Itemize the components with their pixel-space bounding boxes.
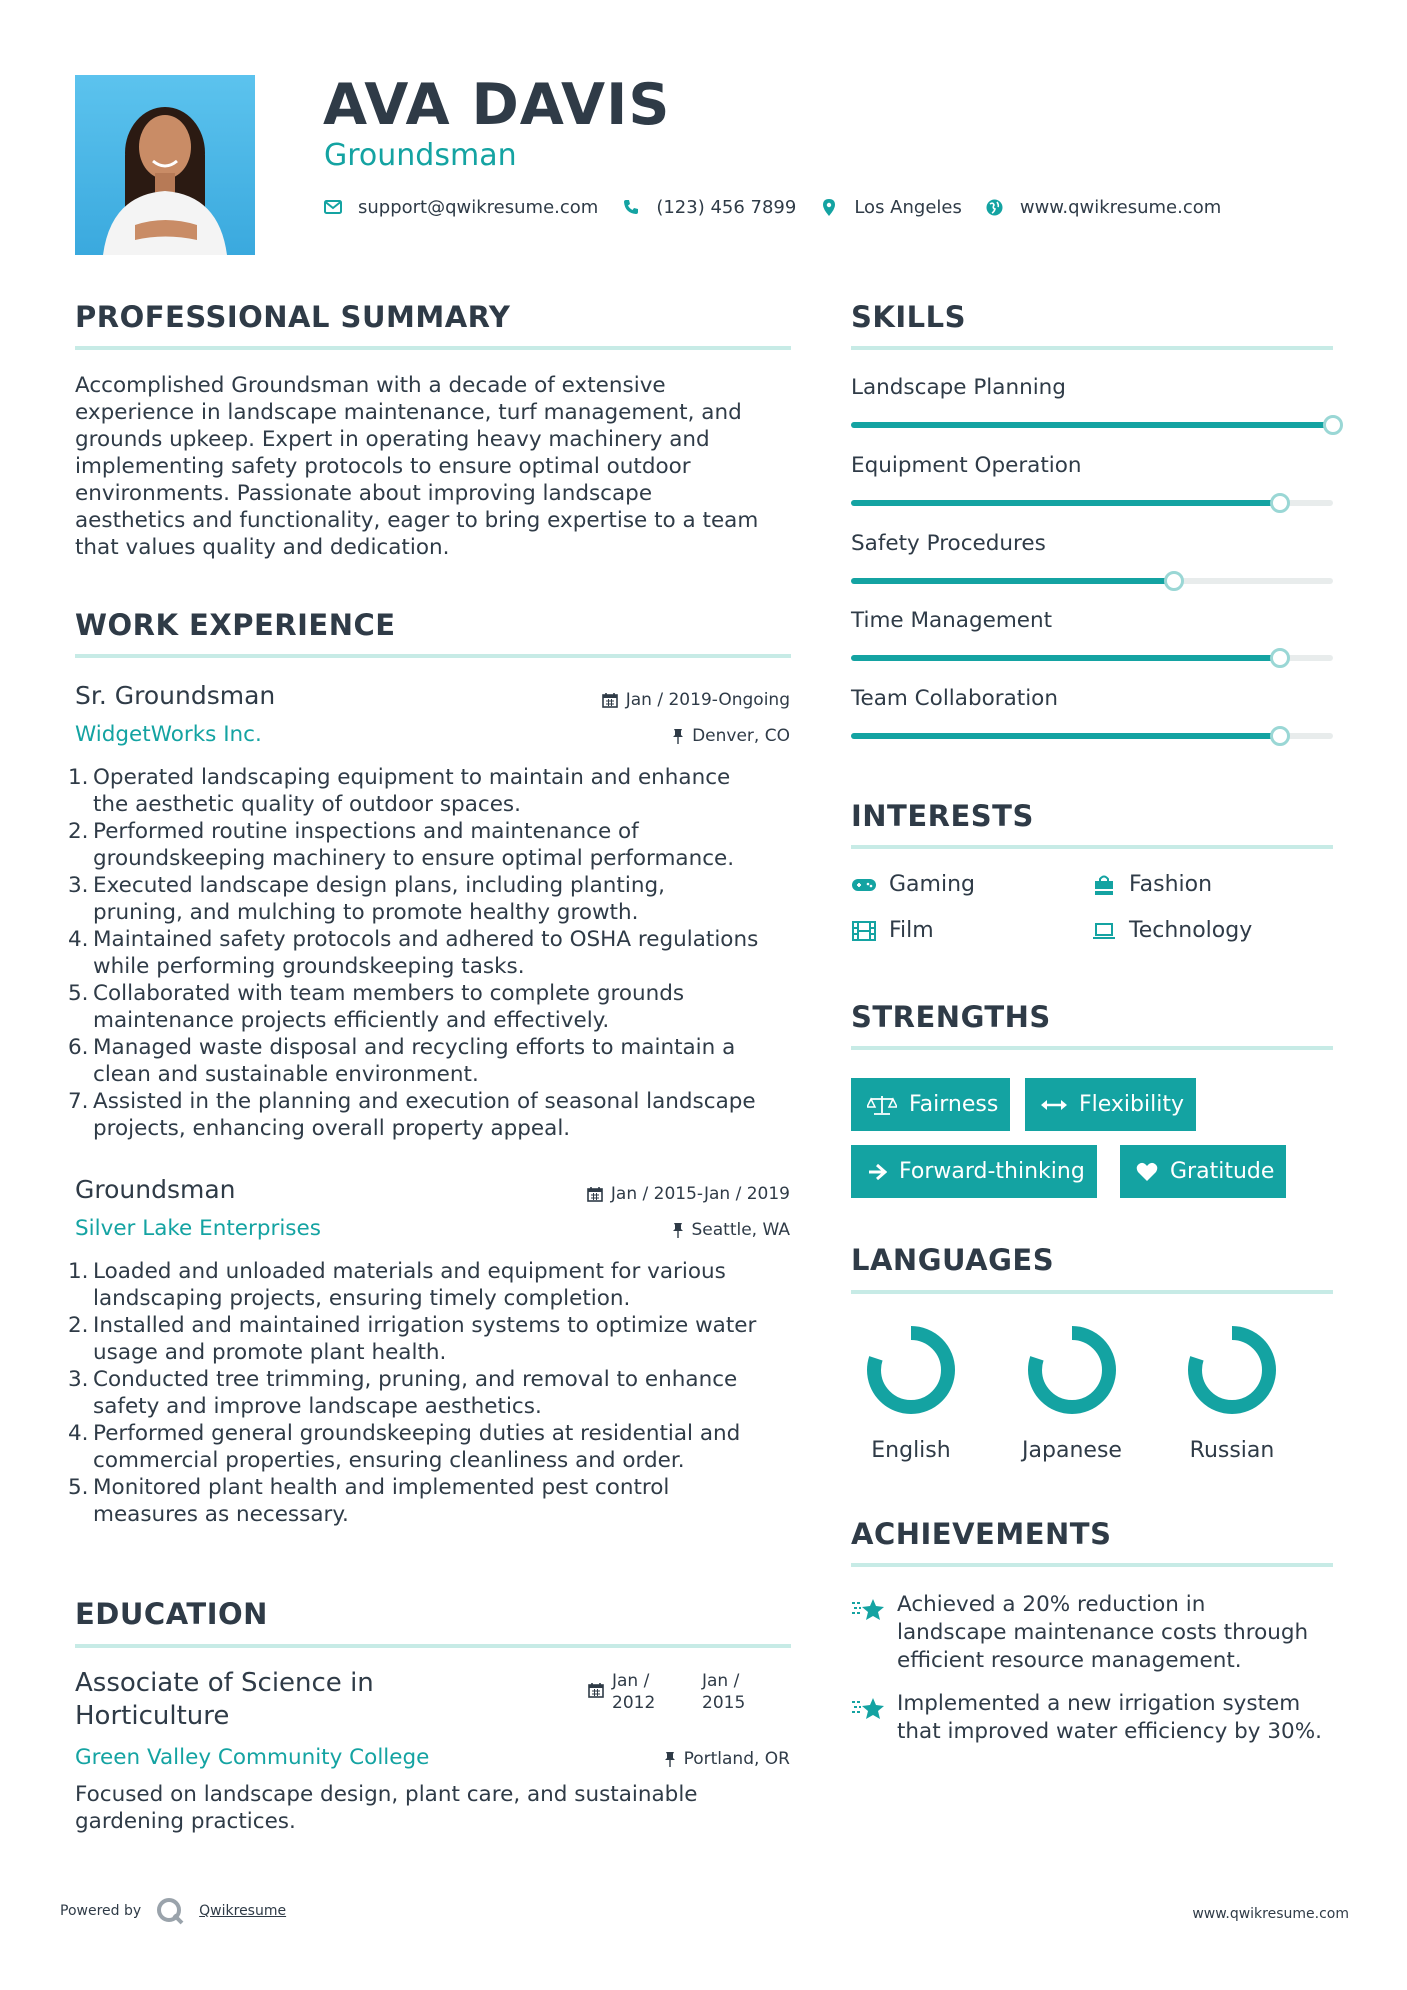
- language-ring: [1184, 1322, 1280, 1418]
- summary-heading: PROFESSIONAL SUMMARY: [75, 300, 511, 334]
- skill-name: Team Collaboration: [851, 686, 1058, 711]
- skill-bar-knob: [1270, 726, 1290, 746]
- qwikresume-logo-icon: [155, 1896, 185, 1926]
- list-item: 1. Loaded and unloaded materials and equipment for various landscaping projects, ensuring timely completion.: [68, 1259, 726, 1311]
- list-item: 6. Managed waste disposal and recycling efforts to maintain a clean and sustainable environment.: [68, 1035, 736, 1087]
- calendar-icon: [587, 1186, 603, 1202]
- list-item: 2. Installed and maintained irrigation systems to optimize water usage and promote plant health.: [68, 1313, 757, 1365]
- skill-bar-fill: [851, 422, 1333, 428]
- calendar-icon: [602, 692, 618, 708]
- footer-brand-link[interactable]: Qwikresume: [199, 1903, 287, 1919]
- arrow-right-icon: [867, 1163, 887, 1181]
- skill-bar-fill: [851, 733, 1280, 739]
- list-item: 1. Operated landscaping equipment to maintain and enhance the aesthetic quality of outdoor spaces.: [68, 765, 731, 817]
- pushpin-icon: [664, 1751, 676, 1767]
- list-item: 3. Executed landscape design plans, including planting, pruning, and mulching to promote healthy growth.: [68, 873, 665, 925]
- summary-line: that values quality and dedication.: [75, 535, 450, 560]
- language-ring: [863, 1322, 959, 1418]
- job-dates: [587, 1184, 790, 1204]
- shopping-bag-icon: [1091, 874, 1117, 896]
- contact-email[interactable]: support@qwikresume.com: [358, 196, 599, 218]
- strength-tag: Fairness: [851, 1078, 1010, 1131]
- skill-bar-fill: [851, 578, 1174, 584]
- pushpin-icon: [672, 1222, 684, 1238]
- summary-line: implementing safety protocols to ensure optimal outdoor: [75, 454, 691, 479]
- contact-website[interactable]: www.qwikresume.com: [1019, 196, 1222, 218]
- interest-item: Technology: [1091, 918, 1252, 943]
- education-end: Jan / 2015: [702, 1671, 746, 1713]
- job-dates-text: Jan / 2015-Jan / 2019: [610, 1184, 790, 1204]
- job-title: Sr. Groundsman: [75, 681, 276, 710]
- list-item: 4. Performed general groundskeeping duties at residential and commercial properties, ensuring cleanliness and order.: [68, 1421, 741, 1473]
- language-name: English: [871, 1438, 951, 1463]
- job-dates: [602, 690, 790, 710]
- summary-line: environments. Passionate about improving landscape: [75, 481, 653, 506]
- summary-line: experience in landscape maintenance, turf management, and: [75, 400, 742, 425]
- skill-bar: [851, 733, 1333, 739]
- skills-heading: SKILLS: [851, 300, 966, 334]
- language-name: Japanese: [1022, 1438, 1122, 1463]
- arrows-horizontal-icon: [1041, 1098, 1067, 1112]
- work-rule: [75, 654, 791, 658]
- list-item: 3. Conducted tree trimming, pruning, and removal to enhance safety and improve landscape aesthetics.: [68, 1367, 738, 1419]
- balance-scale-icon: [867, 1094, 897, 1116]
- achievements-rule: [851, 1563, 1333, 1567]
- education-location-text: Portland, OR: [683, 1749, 790, 1769]
- footer-powered-by: Powered by Qwikresume: [60, 1896, 286, 1926]
- summary-rule: [75, 346, 791, 350]
- skill-bar-fill: [851, 655, 1280, 661]
- achievement-item: Achieved a 20% reduction in landscape maintenance costs through efficient resource management.: [851, 1591, 1341, 1675]
- language-ring: [1024, 1322, 1120, 1418]
- education-heading: EDUCATION: [75, 1597, 268, 1631]
- contact-location: Los Angeles: [854, 196, 962, 218]
- laptop-icon: [1091, 922, 1117, 940]
- languages-rule: [851, 1290, 1333, 1294]
- skill-bar-knob: [1164, 571, 1184, 591]
- job-company: Silver Lake Enterprises: [75, 1216, 321, 1241]
- globe-icon: [984, 196, 1006, 218]
- strength-tag: Flexibility: [1025, 1078, 1196, 1131]
- job-duties: [68, 764, 808, 1142]
- language-item: [1172, 1322, 1292, 1463]
- strengths-rule: [851, 1046, 1333, 1050]
- pushpin-icon: [672, 728, 684, 744]
- summary-line: grounds upkeep. Expert in operating heavy machinery and: [75, 427, 710, 452]
- heart-icon: [1136, 1162, 1158, 1182]
- skill-bar-knob: [1270, 493, 1290, 513]
- job-company: WidgetWorks Inc.: [75, 722, 262, 747]
- education-rule: [75, 1644, 791, 1648]
- languages-heading: LANGUAGES: [851, 1243, 1055, 1277]
- interest-item: Film: [851, 918, 934, 943]
- language-item: [851, 1322, 971, 1463]
- job-location: [672, 726, 790, 746]
- strengths-heading: STRENGTHS: [851, 1000, 1051, 1034]
- list-item: 2. Performed routine inspections and maintenance of groundskeeping machinery to ensure optimal performance.: [68, 819, 735, 871]
- skill-name: Safety Procedures: [851, 531, 1046, 556]
- list-item: 7. Assisted in the planning and execution of seasonal landscape projects, enhancing overall property appeal.: [68, 1089, 756, 1141]
- skill-name: Landscape Planning: [851, 375, 1066, 400]
- list-item: 5. Collaborated with team members to complete grounds maintenance projects efficiently and effectively.: [68, 981, 685, 1033]
- skill-bar-fill: [851, 500, 1280, 506]
- footer-website[interactable]: www.qwikresume.com: [1192, 1906, 1349, 1922]
- candidate-name: AVA DAVIS: [323, 72, 671, 138]
- shooting-star-icon: [851, 1690, 897, 1746]
- interests-heading: INTERESTS: [851, 799, 1034, 833]
- summary-line: Accomplished Groundsman with a decade of extensive: [75, 373, 666, 398]
- map-pin-icon: [818, 196, 840, 218]
- skill-bar-knob: [1323, 415, 1343, 435]
- interest-item: Fashion: [1091, 872, 1212, 897]
- interest-item: Gaming: [851, 872, 975, 897]
- skill-bar: [851, 578, 1333, 584]
- job-location: [672, 1220, 791, 1240]
- candidate-title: Groundsman: [324, 138, 517, 173]
- strength-tag: Forward-thinking: [851, 1145, 1097, 1198]
- education-location: [664, 1749, 790, 1769]
- achievements-heading: ACHIEVEMENTS: [851, 1517, 1112, 1551]
- skills-rule: [851, 346, 1333, 350]
- job-location-text: Denver, CO: [692, 726, 790, 746]
- skill-bar: [851, 500, 1333, 506]
- job-location-text: Seattle, WA: [691, 1220, 790, 1240]
- language-name: Russian: [1189, 1438, 1275, 1463]
- skill-bar-knob: [1270, 648, 1290, 668]
- education-description: Focused on landscape design, plant care, and sustainable gardening practices.: [75, 1782, 698, 1834]
- calendar-icon: [588, 1682, 604, 1714]
- strength-tag: Gratitude: [1120, 1145, 1286, 1198]
- gamepad-icon: [851, 877, 877, 893]
- work-heading: WORK EXPERIENCE: [75, 608, 396, 642]
- envelope-icon: [322, 196, 344, 218]
- education-start: Jan / 2012: [612, 1671, 656, 1713]
- education-school: Green Valley Community College: [75, 1745, 430, 1770]
- list-item: 5. Monitored plant health and implemented pest control measures as necessary.: [68, 1475, 670, 1527]
- skill-name: Equipment Operation: [851, 453, 1082, 478]
- film-icon: [851, 921, 877, 941]
- phone-icon: [620, 196, 642, 218]
- job-title: Groundsman: [75, 1175, 236, 1204]
- education-degree: Associate of Science in Horticulture: [75, 1668, 374, 1731]
- skill-name: Time Management: [851, 608, 1053, 633]
- list-item: 4. Maintained safety protocols and adhered to OSHA regulations while performing groundskeeping tasks.: [68, 927, 759, 979]
- skill-bar: [851, 422, 1333, 428]
- education-dates: [588, 1670, 745, 1714]
- job-duties: [68, 1258, 808, 1528]
- summary-line: aesthetics and functionality, eager to bring expertise to a team: [75, 508, 759, 533]
- achievement-item: Implemented a new irrigation system that improved water efficiency by 30%.: [851, 1690, 1341, 1746]
- language-item: [1012, 1322, 1132, 1463]
- interests-rule: [851, 845, 1333, 849]
- skill-bar: [851, 655, 1333, 661]
- summary-text: [75, 372, 795, 561]
- contact-phone[interactable]: (123) 456 7899: [656, 196, 797, 218]
- job-dates-text: Jan / 2019-Ongoing: [625, 690, 790, 710]
- profile-photo: [75, 75, 255, 255]
- contact-bar: [322, 196, 1243, 218]
- shooting-star-icon: [851, 1591, 897, 1675]
